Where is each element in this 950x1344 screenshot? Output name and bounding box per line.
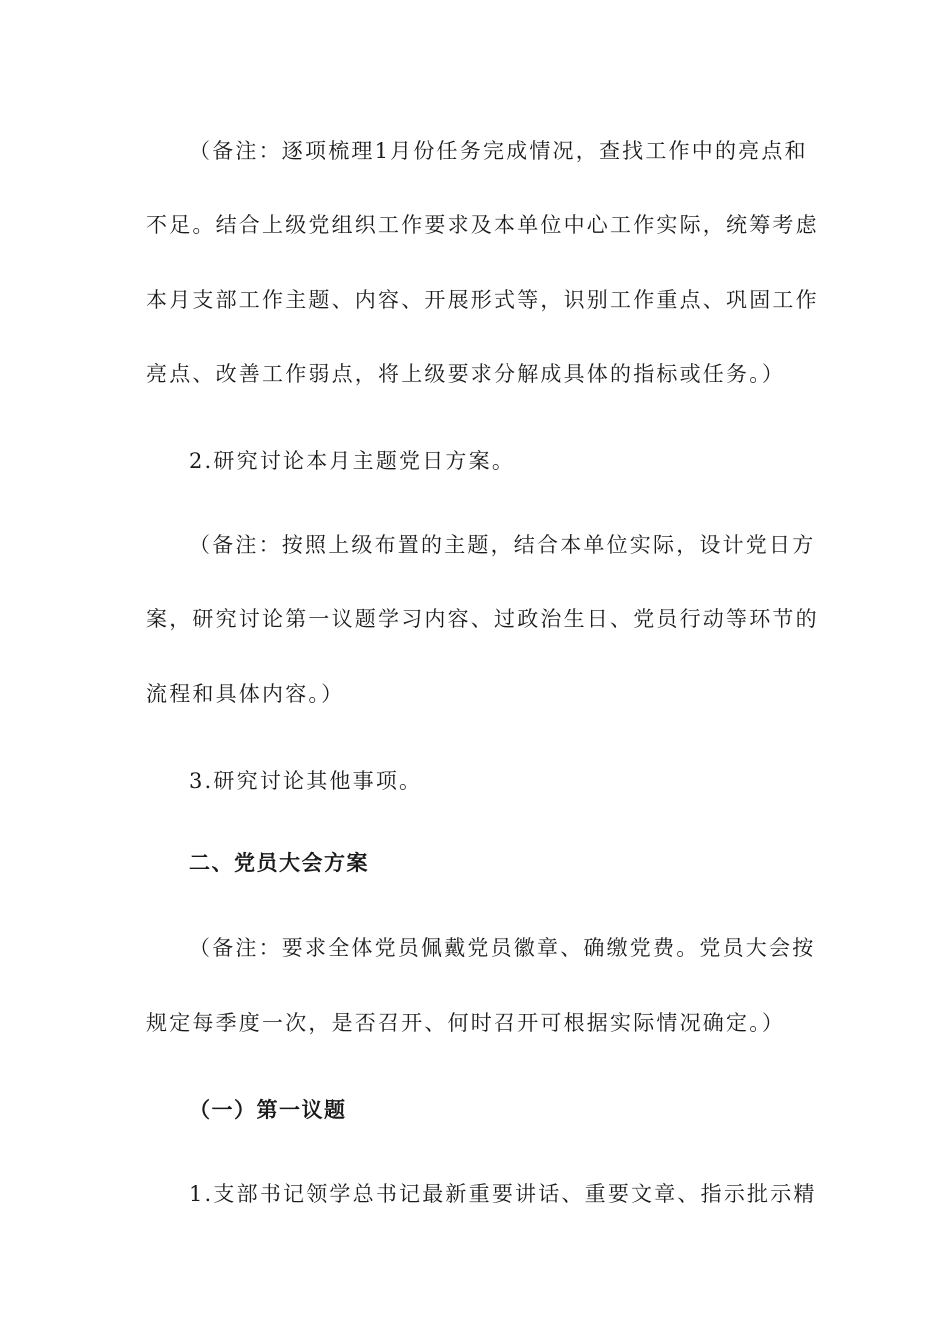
subsection-heading: （一）第一议题 bbox=[189, 1098, 347, 1122]
note-paragraph-line: 流程和具体内容。） bbox=[146, 682, 345, 706]
note-paragraph-line: （备注：要求全体党员佩戴党员徽章、确缴党费。党员大会按 bbox=[189, 936, 816, 960]
note-paragraph-line: （备注：按照上级布置的主题，结合本单位实际，设计党日方 bbox=[189, 533, 816, 557]
note-paragraph-line: （备注：逐项梳理1月份任务完成情况，查找工作中的亮点和 bbox=[189, 139, 808, 163]
note-paragraph-line: 规定每季度一次，是否召开、何时召开可根据实际情况确定。） bbox=[146, 1011, 786, 1035]
note-paragraph-line: 案，研究讨论第一议题学习内容、过政治生日、党员行动等环节的 bbox=[146, 607, 819, 631]
agenda-item-3: 3.研究讨论其他事项。 bbox=[189, 769, 423, 793]
note-paragraph-line: 不足。结合上级党组织工作要求及本单位中心工作实际，统筹考虑 bbox=[146, 213, 819, 237]
agenda-item-1: 1.支部书记领学总书记最新重要讲话、重要文章、指示批示精 bbox=[189, 1182, 817, 1206]
agenda-item-2: 2.研究讨论本月主题党日方案。 bbox=[189, 449, 516, 473]
note-paragraph-line: 本月支部工作主题、内容、开展形式等，识别工作重点、巩固工作 bbox=[146, 288, 819, 312]
section-heading: 二、党员大会方案 bbox=[189, 851, 369, 875]
note-paragraph-line: 亮点、改善工作弱点，将上级要求分解成具体的指标或任务。） bbox=[146, 362, 786, 386]
